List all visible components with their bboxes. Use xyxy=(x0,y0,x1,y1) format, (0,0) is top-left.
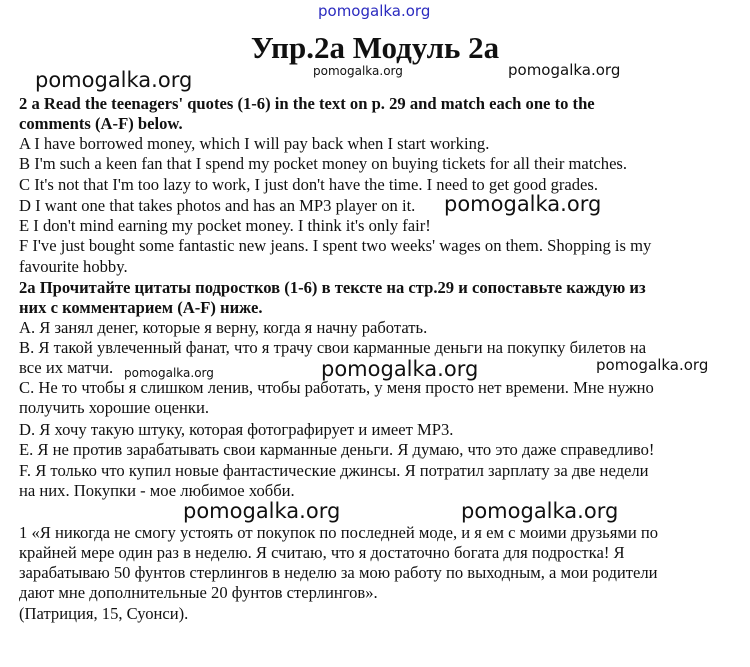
watermark: pomogalka.org xyxy=(596,356,709,374)
text-line: B I'm such a keen fan that I spend my pocket money on buying tickets for all their matches. xyxy=(19,154,628,173)
text-line: C It's not that I'm too lazy to work, I just don't have the time. I need to get good grades. xyxy=(19,175,599,194)
text-line: все их матчи. xyxy=(19,358,114,377)
text-line: зарабатываю 50 фунтов стерлингов в неделю за мою работу по выходным, а мои родители xyxy=(19,563,658,582)
text-line: E I don't mind earning my pocket money. I think it's only fair! xyxy=(19,216,431,235)
text-line: D. Я хочу такую штуку, которая фотографирует и имеет МР3. xyxy=(19,420,454,439)
watermark-top: pomogalka.org xyxy=(318,2,431,20)
watermark: pomogalka.org xyxy=(461,499,619,523)
watermark: pomogalka.org xyxy=(321,357,479,381)
text-line: comments (A-F) below. xyxy=(19,114,183,133)
page-title: Упр.2а Модуль 2а xyxy=(250,30,500,65)
watermark: pomogalka.org xyxy=(124,366,214,380)
text-line: получить хорошие оценки. xyxy=(19,398,209,417)
text-line: 2а Прочитайте цитаты подростков (1-6) в тексте на стр.29 и сопоставьте каждую из xyxy=(19,278,646,297)
text-line: A I have borrowed money, which I will pay back when I start working. xyxy=(19,134,490,153)
text-line: крайней мере один раз в неделю. Я считаю, что я достаточно богата для подростка! Я xyxy=(19,543,625,562)
text-line: на них. Покупки - мое любимое хобби. xyxy=(19,481,295,500)
text-line: favourite hobby. xyxy=(19,257,128,276)
text-line: F I've just bought some fantastic new jeans. I spent two weeks' wages on them. Shopping is my xyxy=(19,236,652,255)
text-line: 1 «Я никогда не смогу устоять от покупок по последней моде, и я ем с моими друзьями по xyxy=(19,523,659,542)
text-line: Е. Я не против зарабатывать свои карманные деньги. Я думаю, что это даже справедливо! xyxy=(19,440,655,459)
watermark: pomogalka.org xyxy=(313,64,403,78)
text-line: F. Я только что купил новые фантастические джинсы. Я потратил зарплату за две недели xyxy=(19,461,649,480)
text-line: 2 a Read the teenagers' quotes (1-6) in the text on p. 29 and match each one to the xyxy=(19,94,595,113)
text-line: дают мне дополнительные 20 фунтов стерлингов». xyxy=(19,583,378,602)
text-line: них с комментарием (A-F) ниже. xyxy=(19,298,263,317)
text-line: (Патриция, 15, Суонси). xyxy=(19,604,189,623)
text-line: А. Я занял денег, которые я верну, когда я начну работать. xyxy=(19,318,428,337)
text-line: С. Не то чтобы я слишком ленив, чтобы работать, у меня просто нет времени. Мне нужно xyxy=(19,378,654,397)
watermark: pomogalka.org xyxy=(183,499,341,523)
text-line: D I want one that takes photos and has an MP3 player on it. xyxy=(19,196,416,215)
watermark: pomogalka.org xyxy=(35,68,193,92)
text-line: В. Я такой увлеченный фанат, что я трачу свои карманные деньги на покупку билетов на xyxy=(19,338,647,357)
watermark: pomogalka.org xyxy=(444,192,602,216)
watermark: pomogalka.org xyxy=(508,61,621,79)
